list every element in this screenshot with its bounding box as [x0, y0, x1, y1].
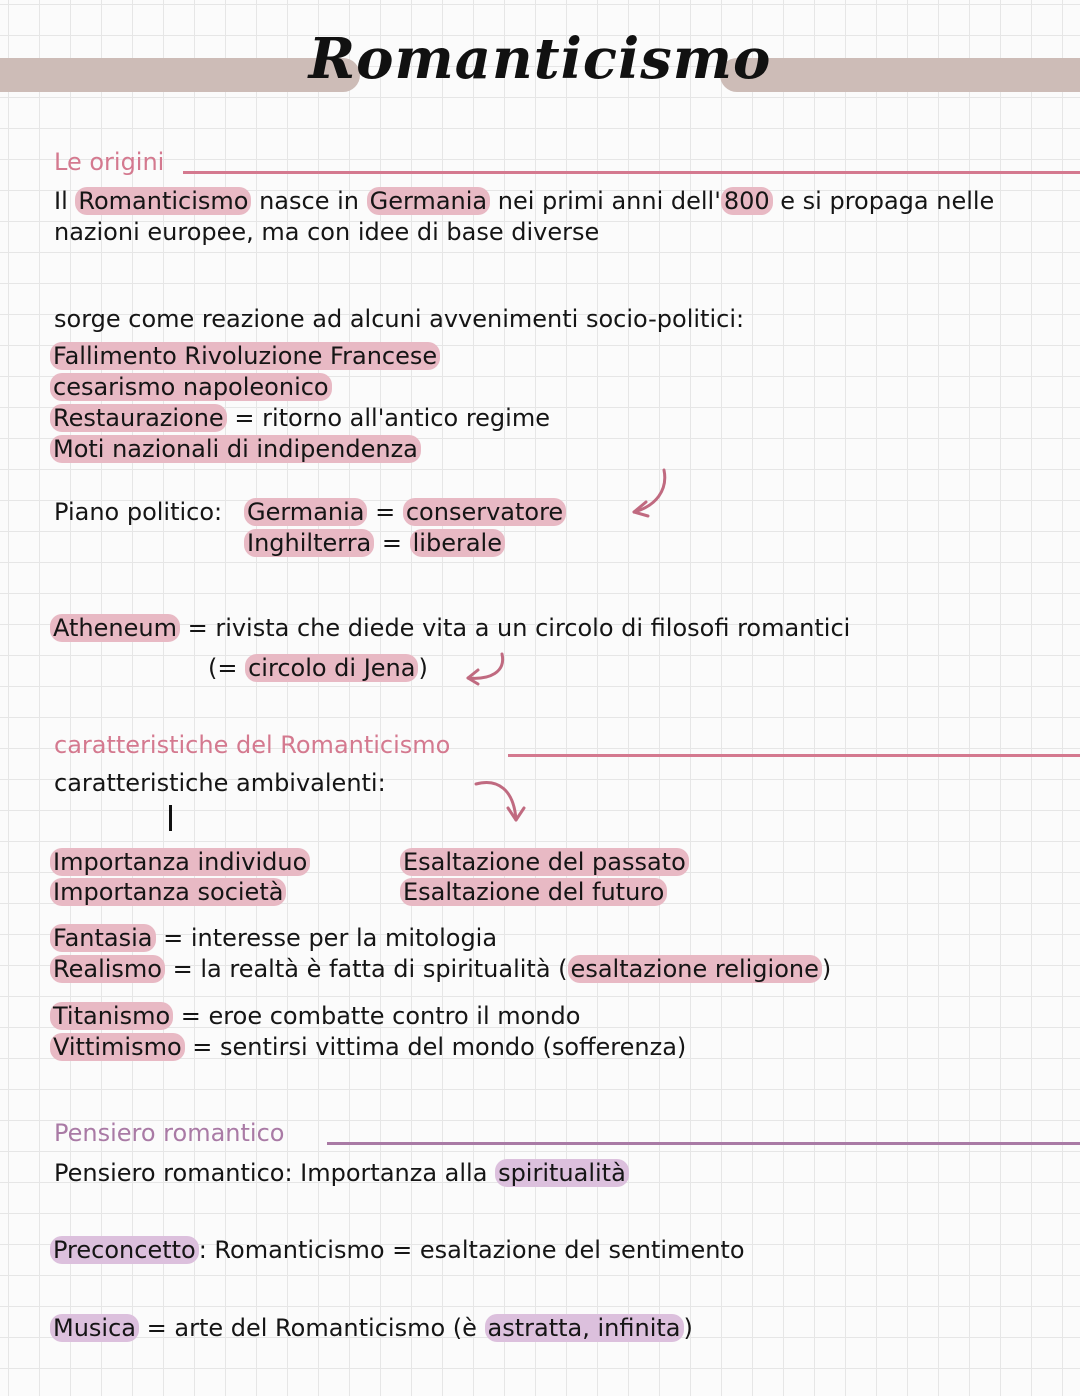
highlight-text: circolo di Jena: [245, 654, 418, 682]
text: Il: [54, 187, 76, 215]
text: = eroe combatte contro il mondo: [173, 1002, 581, 1030]
curved-arrow-icon: [470, 776, 532, 828]
text: =: [374, 529, 410, 557]
text-cursor: [169, 805, 172, 831]
highlight-text: Fantasia: [50, 924, 156, 952]
characteristic-4: [400, 877, 667, 907]
text: = sentirsi vittima del mondo (sofferenza): [184, 1033, 687, 1061]
text: ): [821, 955, 832, 983]
highlight-text: cesarismo napoleonico: [50, 373, 332, 401]
highlight-germania: Germania: [367, 187, 490, 215]
event-item-3: [50, 403, 550, 433]
text: : Romanticismo = esaltazione del sentimento: [198, 1236, 745, 1264]
text: = ritorno all'antico regime: [226, 404, 550, 432]
highlight-text: Moti nazionali di indipendenza: [50, 435, 421, 463]
highlight-text: Germania: [244, 498, 367, 526]
highlight-text: Musica: [50, 1314, 139, 1342]
atheneum-line: [50, 613, 850, 643]
highlight-text: liberale: [410, 529, 505, 557]
highlight-text: esaltazione religione: [568, 955, 822, 983]
piano-inghilterra: [244, 528, 505, 558]
characteristic-2: [50, 877, 286, 907]
piano-politico-label: Piano politico:: [54, 498, 223, 526]
piano-germania: [244, 497, 566, 527]
fantasia-line: [50, 923, 497, 953]
ambivalenti-line: caratteristiche ambivalenti:: [54, 769, 386, 797]
highlight-text: Preconcetto: [50, 1236, 199, 1264]
text: =: [367, 498, 403, 526]
origini-paragraph-line2: nazioni europee, ma con idee di base diverse: [54, 218, 600, 246]
text: ): [418, 654, 428, 682]
text: = la realtà è fatta di spiritualità (: [164, 955, 568, 983]
text: = interesse per la mitologia: [155, 924, 498, 952]
vittimismo-line: [50, 1032, 686, 1062]
text: nei primi anni dell': [490, 187, 721, 215]
event-item-2: [50, 372, 332, 402]
section-rule-origini: [183, 171, 1080, 174]
highlight-text: Restaurazione: [50, 404, 227, 432]
section-heading-origini: Le origini: [54, 148, 165, 176]
highlight-text: Vittimismo: [50, 1033, 185, 1061]
highlight-text: Inghilterra: [244, 529, 374, 557]
highlight-text: spiritualità: [495, 1159, 629, 1187]
highlight-text: Esaltazione del passato: [400, 848, 689, 876]
highlight-text: astratta, infinita: [485, 1314, 684, 1342]
pensiero-line-2: [50, 1235, 745, 1265]
reazione-line: sorge come reazione ad alcuni avvenimenti socio-politici:: [54, 305, 745, 333]
pensiero-line-1: [54, 1158, 629, 1188]
section-heading-pensiero: Pensiero romantico: [54, 1119, 285, 1147]
page-title: Romanticismo: [308, 26, 772, 92]
highlight-text: Importanza individuo: [50, 848, 310, 876]
event-item-1: [50, 341, 440, 371]
realismo-line: [50, 954, 831, 984]
text: nasce in: [251, 187, 367, 215]
circolo-line: [208, 653, 428, 683]
text: Pensiero romantico: Importanza alla: [54, 1159, 496, 1187]
highlight-text: Esaltazione del futuro: [400, 878, 667, 906]
section-heading-caratteristiche: caratteristiche del Romanticismo: [54, 731, 451, 759]
event-item-4: [50, 434, 421, 464]
highlight-text: Importanza società: [50, 878, 286, 906]
highlight-text: Titanismo: [50, 1002, 173, 1030]
highlight-text: Atheneum: [50, 614, 180, 642]
highlight-text: Realismo: [50, 955, 165, 983]
highlight-text: conservatore: [403, 498, 566, 526]
characteristic-3: [400, 847, 689, 877]
characteristic-1: [50, 847, 310, 877]
section-rule-pensiero: [327, 1142, 1080, 1145]
highlight-text: Fallimento Rivoluzione Francese: [50, 342, 440, 370]
text: e si propaga nelle: [772, 187, 995, 215]
titanismo-line: [50, 1001, 580, 1031]
highlight-romanticismo: Romanticismo: [75, 187, 251, 215]
text: (=: [208, 654, 246, 682]
pensiero-line-3: [50, 1313, 693, 1343]
origini-paragraph-line1: [54, 186, 994, 216]
text: = rivista che diede vita a un circolo di filosofi romantici: [179, 614, 851, 642]
text: ): [683, 1314, 693, 1342]
text: = arte del Romanticismo (è: [139, 1314, 485, 1342]
highlight-800: 800: [721, 187, 773, 215]
curved-arrow-icon: [460, 650, 512, 688]
curved-arrow-icon: [628, 466, 674, 522]
section-rule-caratteristiche: [508, 754, 1080, 757]
